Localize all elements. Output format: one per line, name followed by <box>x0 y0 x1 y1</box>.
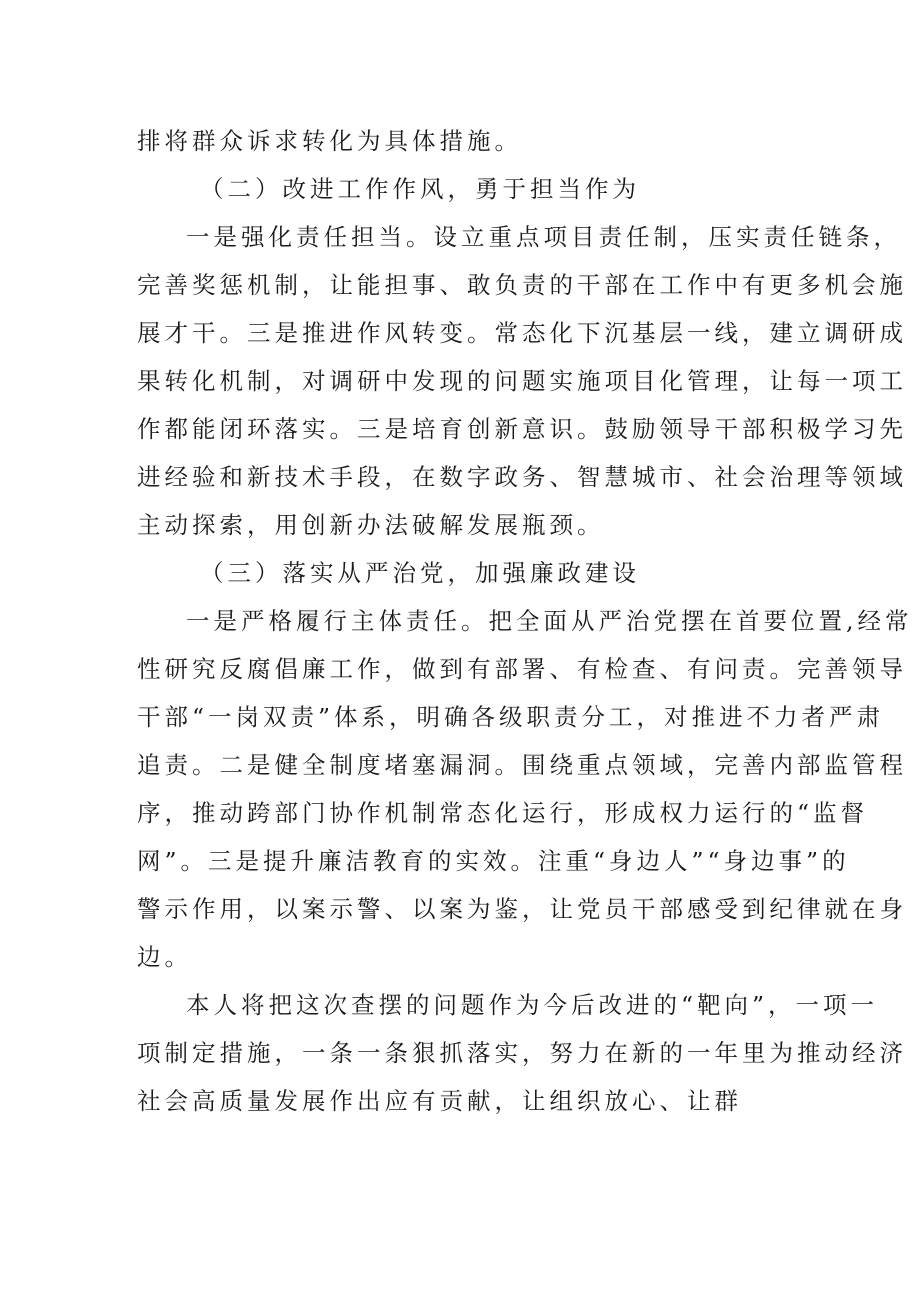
text-line-13: 干部“一岗双责”体系，明确各级职责分工，对推进不力者严肃 <box>137 703 885 731</box>
text-line-9: 主动探索，用创新办法破解发展瓶颈。 <box>137 511 605 539</box>
text-line-20: 项制定措施，一条一条狠抓落实，努力在新的一年里为推动经济 <box>137 1039 907 1067</box>
section-heading-2: （二）改进工作作风，勇于担当作为 <box>200 175 640 203</box>
section-heading-3: （三）落实从严治党，加强廉政建设 <box>200 559 640 587</box>
text-line-15: 序，推动跨部门协作机制常态化运行，形成权力运行的“监督 <box>137 799 869 827</box>
text-line-1: 排将群众诉求转化为具体措施。 <box>137 127 522 155</box>
text-line-7: 作都能闭环落实。三是培育创新意识。鼓励领导干部积极学习先 <box>137 415 907 443</box>
text-line-19: 本人将把这次查摆的问题作为今后改进的“靶向”，一项一 <box>186 991 879 1019</box>
text-line-4: 完善奖惩机制，让能担事、敢负责的干部在工作中有更多机会施 <box>137 271 907 299</box>
text-line-8: 进经验和新技术手段，在数字政务、智慧城市、社会治理等领域 <box>137 463 907 491</box>
text-line-5: 展才干。三是推进作风转变。常态化下沉基层一线，建立调研成 <box>137 319 907 347</box>
text-line-12: 性研究反腐倡廉工作，做到有部署、有检查、有问责。完善领导 <box>137 655 907 683</box>
text-line-3: 一是强化责任担当。设立重点项目责任制，压实责任链条， <box>186 223 901 251</box>
text-line-18: 边。 <box>137 943 192 971</box>
text-line-14: 追责。二是健全制度堵塞漏洞。围绕重点领域，完善内部监管程 <box>137 751 907 779</box>
text-line-11: 一是严格履行主体责任。把全面从严治党摆在首要位置,经常 <box>186 607 913 635</box>
text-line-16: 网”。三是提升廉洁教育的实效。注重“身边人”“身边事”的 <box>137 847 850 875</box>
text-line-17: 警示作用，以案示警、以案为鉴，让党员干部感受到纪律就在身 <box>137 895 907 923</box>
text-line-21: 社会高质量发展作出应有贡献，让组织放心、让群 <box>137 1087 742 1115</box>
text-line-6: 果转化机制，对调研中发现的问题实施项目化管理，让每一项工 <box>137 367 907 395</box>
